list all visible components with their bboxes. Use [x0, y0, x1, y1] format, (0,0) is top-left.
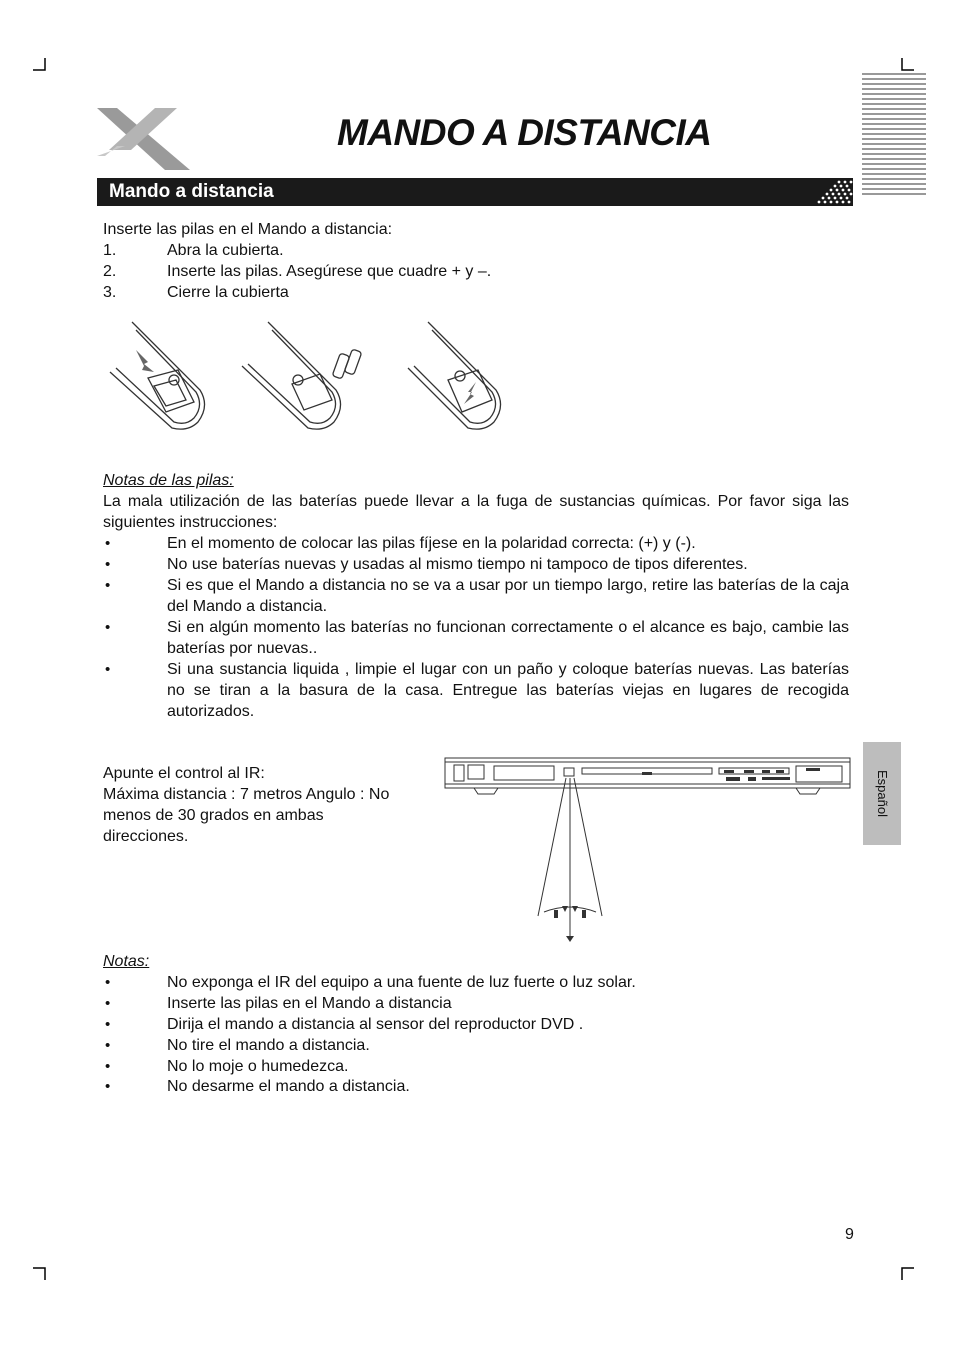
bullet-icon: •	[105, 556, 111, 573]
ir-text-line: menos de 30 grados en ambas	[103, 807, 324, 824]
intro-lead: Inserte las pilas en el Mando a distancia:	[103, 221, 393, 238]
section-title: Mando a distancia	[109, 181, 274, 202]
list-item: No exponga el IR del equipo a una fuente de luz fuerte o luz solar.	[167, 974, 636, 991]
dot-pattern-icon	[813, 178, 853, 206]
bullet-icon: •	[105, 1078, 111, 1095]
bullet-icon: •	[105, 1016, 111, 1033]
step-text: Inserte las pilas. Asegúrese que cuadre + y –.	[167, 263, 492, 280]
language-label: Español	[875, 770, 890, 817]
ir-text-line: Apunte el control al IR:	[103, 765, 265, 782]
bullet-icon: •	[105, 577, 111, 594]
list-item: Si es que el Mando a distancia no se va a usar por un tiempo largo, retire las baterías de la caja del Mando a distancia.	[167, 577, 849, 615]
battery-notes-intro: La mala utilización de las baterías puede llevar a la fuga de sustancias químicas. Por favor siga las siguientes instrucciones:	[103, 493, 849, 531]
step-text: Cierre la cubierta	[167, 284, 289, 301]
brand-logo-icon	[95, 106, 195, 172]
dvd-player-ir-diagram	[444, 756, 854, 946]
remote-open-cover-illustration	[102, 320, 212, 434]
list-item: Si una sustancia liquida , limpie el lugar con un paño y coloque baterías nuevas. Las baterías no se tiran a la basura de la casa. Entregue las baterías viejas en lugares de recogida autorizados.	[167, 661, 849, 720]
page-number: 9	[845, 1226, 854, 1243]
list-item: No lo moje o humedezca.	[167, 1058, 349, 1075]
list-item: En el momento de colocar las pilas fíjese en la polaridad correcta: (+) y (-).	[167, 535, 696, 552]
bullet-icon: •	[105, 1037, 111, 1054]
remote-close-cover-illustration	[398, 320, 510, 434]
list-item: No tire el mando a distancia.	[167, 1037, 370, 1054]
bullet-icon: •	[105, 1058, 111, 1075]
step-number: 2.	[103, 263, 117, 280]
decorative-stripes	[862, 72, 928, 200]
step-number: 1.	[103, 242, 117, 259]
ir-text-line: direcciones.	[103, 828, 189, 845]
section-header	[97, 178, 853, 206]
step-text: Abra la cubierta.	[167, 242, 284, 259]
notes-heading: Notas:	[103, 953, 150, 970]
list-item: Dirija el mando a distancia al sensor del reproductor DVD .	[167, 1016, 584, 1033]
bullet-icon: •	[105, 974, 111, 991]
list-item: No use baterías nuevas y usadas al mismo tiempo ni tampoco de tipos diferentes.	[167, 556, 748, 573]
list-item: Si en algún momento las baterías no funcionan correctamente o el alcance es bajo, cambie las baterías por nuevas..	[167, 619, 849, 657]
page-title: MANDO A DISTANCIA	[337, 112, 712, 153]
bullet-icon: •	[105, 995, 111, 1012]
battery-notes-heading: Notas de las pilas:	[103, 472, 234, 489]
remote-insert-batteries-illustration	[238, 320, 366, 434]
list-item: No desarme el mando a distancia.	[167, 1078, 410, 1095]
step-number: 3.	[103, 284, 117, 301]
language-tab	[863, 742, 901, 845]
bullet-icon: •	[105, 535, 111, 552]
list-item: Inserte las pilas en el Mando a distancia	[167, 995, 452, 1012]
ir-text-line: Máxima distancia : 7 metros Angulo : No	[103, 786, 390, 803]
bullet-icon: •	[105, 661, 111, 678]
bullet-icon: •	[105, 619, 111, 636]
